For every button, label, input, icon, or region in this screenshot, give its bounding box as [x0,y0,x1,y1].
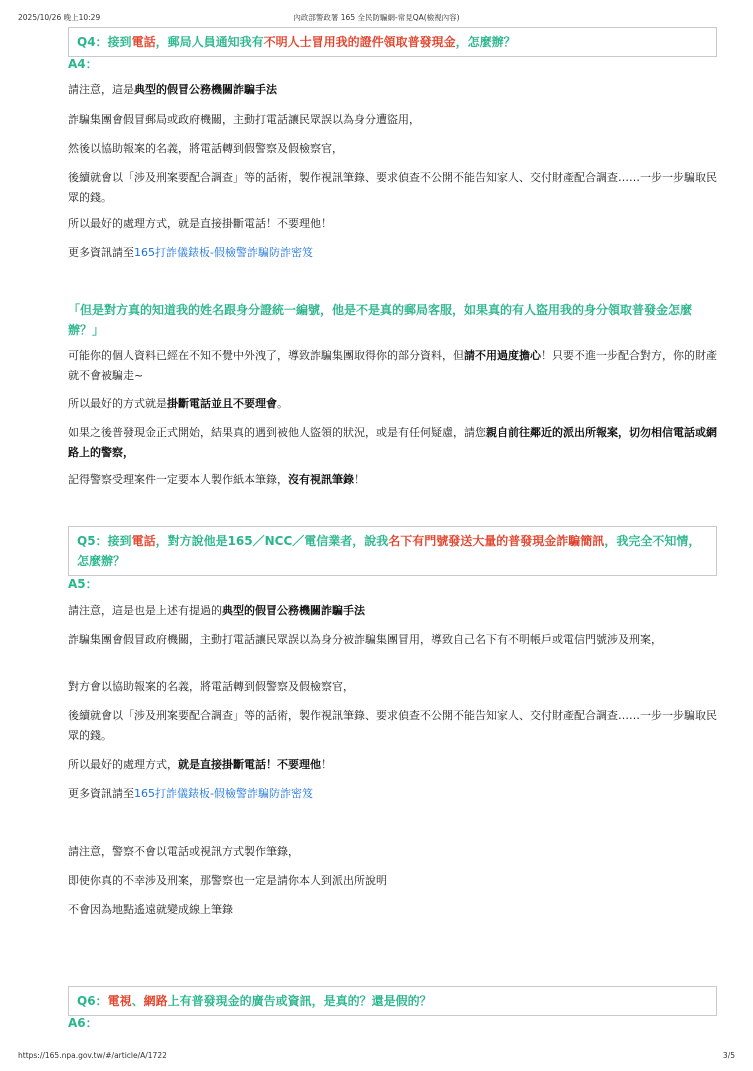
print-url: https://165.npa.gov.tw/#/article/A/1722 [18,1051,167,1060]
question-q6 [68,986,717,1016]
q4-paragraph-6: 更多資訊請至165打詐儀錶板-假檢警詐騙防詐密笈 [68,246,313,259]
q6-suffix: 上有普發現金的廣告或資訊，是真的？還是假的？ [167,994,432,1008]
q5-paragraph-1: 請注意，這是也是上述有提過的典型的假冒公務機關詐騙手法 [68,604,365,617]
q5-paragraph-2: 詐騙集團會假冒政府機關，主動打電話讓民眾誤以為身分被詐騙集團冒用，導致自己名下有不明帳戶或電信門號涉及刑案， [68,633,662,646]
print-page-title: 內政部警政署 165 全民防騙網-常見QA(檢視內容) [293,13,460,22]
question-q5 [68,526,717,576]
q4-paragraph-1: 請注意，這是典型的假冒公務機關詐騙手法 [68,83,277,96]
q5-note-3: 不會因為地點遙遠就變成線上筆錄 [68,903,233,916]
q5-mid: ，對方說他是165／NCC／電信業者，說我 [155,534,389,548]
q4-followup-paragraph-3: 如果之後普發現金正式開始，結果真的遇到被他人盜領的狀況，或是有任何疑慮，請您親自前往鄰近的派出所報案，切勿相信電話或網路上的警察， [68,426,717,459]
q5-paragraph-5: 所以最好的處理方式，就是直接掛斷電話！不要理他！ [68,758,332,771]
q5-note-2: 即使你真的不幸涉及刑案，那警察也一定是請你本人到派出所說明 [68,874,387,887]
q4-followup-paragraph-2: 所以最好的方式就是掛斷電話並且不要理會。 [68,397,288,410]
q4-followup-quote: 「但是對方真的知道我的姓名跟身分證統一編號，他是不是真的郵局客服，如果真的有人盜用我的身分領取普發金怎麼辦？」 [68,303,693,337]
q4-prefix: Q4：接到 [77,35,132,49]
q4-suffix: ，怎麼辦？ [455,35,516,49]
print-datetime: 2025/10/26 晚上10:29 [18,13,101,22]
q4-followup-paragraph-1: 可能你的個人資料已經在不知不覺中外洩了，導致詐騙集團取得你的部分資料，但請不用過度擔心！只要不進一步配合對方，你的財產就不會被騙走~ [68,349,717,382]
q5-suffix: ，我完全不知情，怎麼辦？ [77,534,701,568]
q4-red-2: 不明人士冒用我的證件領取普發現金 [263,35,456,49]
q4-paragraph-4: 後續就會以「涉及刑案要配合調查」等的話術，製作視訊筆錄、要求偵查不公開不能告知家人、交付財產配合調查……一步一步騙取民眾的錢。 [68,171,717,204]
q4-more-info-link[interactable]: 165打詐儀錶板-假檢警詐騙防詐密笈 [134,246,313,259]
answer-label-a6: A6： [68,1016,98,1030]
q5-more-info-link[interactable]: 165打詐儀錶板-假檢警詐騙防詐密笈 [134,787,313,800]
q4-mid: ，郵局人員通知我有 [155,35,264,49]
q5-paragraph-6: 更多資訊請至165打詐儀錶板-假檢警詐騙防詐密笈 [68,787,313,800]
answer-label-a4: A4： [68,57,98,71]
q5-red-2: 名下有門號發送大量的普發現金詐騙簡訊 [388,534,605,548]
q5-red-1: 電話 [131,534,156,548]
q4-paragraph-2: 詐騙集團會假冒郵局或政府機關，主動打電話讓民眾誤以為身分遭盜用， [68,113,420,126]
print-page-number: 3/5 [722,1051,735,1060]
q5-paragraph-3: 對方會以協助報案的名義，將電話轉到假警察及假檢察官， [68,680,354,693]
q6-mid: 、 [131,994,144,1008]
q4-followup-paragraph-4: 記得警察受理案件一定要本人製作紙本筆錄，沒有視訊筆錄！ [68,473,365,486]
q5-prefix: Q5：接到 [77,534,132,548]
q6-prefix: Q6： [77,994,108,1008]
q4-red-1: 電話 [131,35,156,49]
q6-red-2: 網路 [143,994,168,1008]
q4-paragraph-3: 然後以協助報案的名義，將電話轉到假警察及假檢察官， [68,142,343,155]
q5-paragraph-4: 後續就會以「涉及刑案要配合調查」等的話術，製作視訊筆錄、要求偵查不公開不能告知家人、交付財產配合調查……一步一步騙取民眾的錢。 [68,709,717,742]
question-q4 [68,27,717,57]
q6-red-1: 電視 [107,994,132,1008]
q5-note-1: 請注意，警察不會以電話或視訊方式製作筆錄， [68,845,299,858]
q4-paragraph-5: 所以最好的處理方式，就是直接掛斷電話！不要理他！ [68,217,332,230]
answer-label-a5: A5： [68,577,98,591]
